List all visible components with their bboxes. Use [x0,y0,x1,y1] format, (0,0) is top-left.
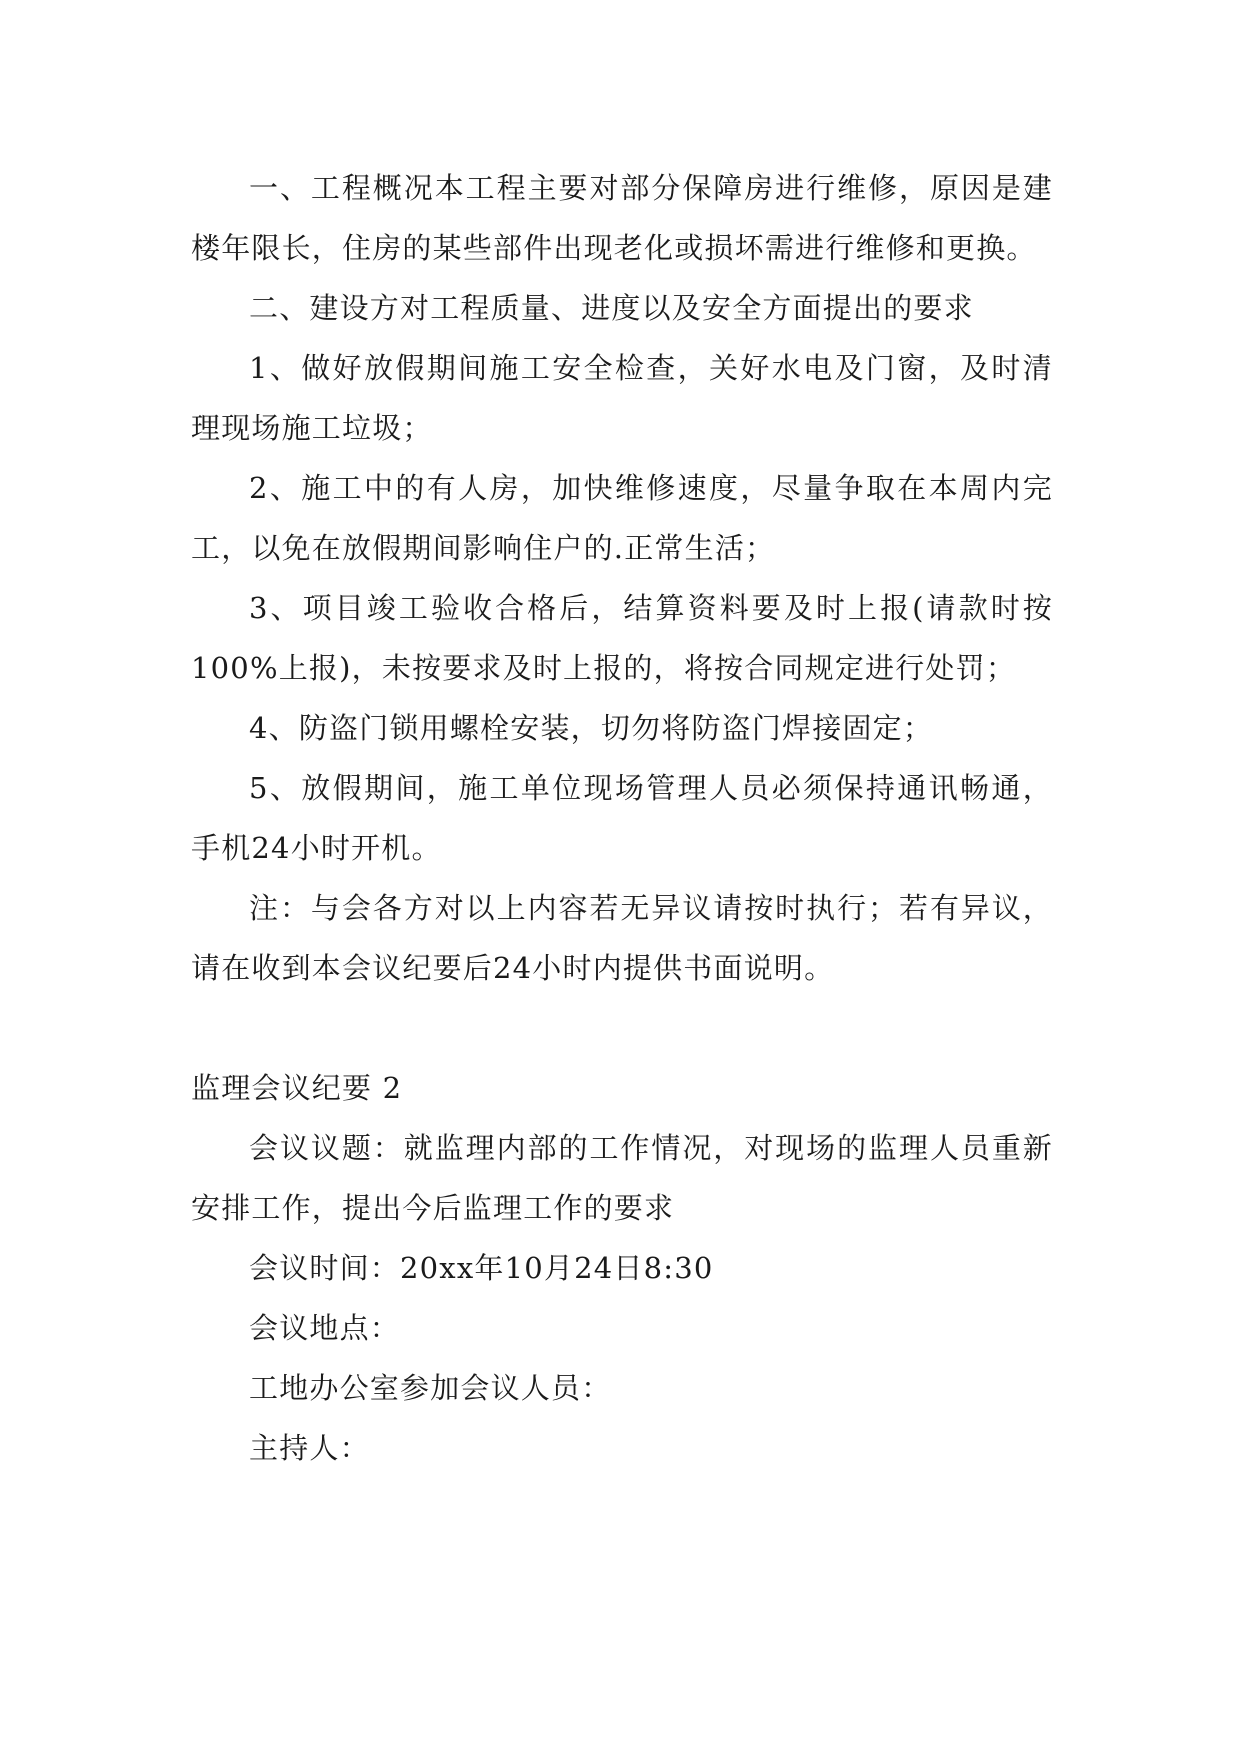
paragraph-item-4: 4、防盗门锁用螺栓安装，切勿将防盗门焊接固定； [249,711,934,745]
meeting-attendees: 工地办公室参加会议人员： [249,1371,612,1405]
meeting-host: 主持人： [249,1431,370,1465]
document-body [191,158,1053,1478]
section-title: 监理会议纪要 2 [191,1071,403,1105]
meeting-topic: 会议议题：就监理内部的工作情况，对现场的监理人员重新安排工作，提出今后监理工作的要求 [191,1131,1053,1225]
meeting-time: 会议时间：20xx年10月24日8:30 [249,1251,714,1285]
paragraph-item-5: 5、放假期间，施工单位现场管理人员必须保持通讯畅通，手机24小时开机。 [191,771,1053,865]
paragraph-item-2: 2、施工中的有人房，加快维修速度，尽量争取在本周内完工，以免在放假期间影响住户的.正常生活； [191,471,1053,565]
meeting-location: 会议地点： [249,1311,401,1345]
paragraph-note: 注：与会各方对以上内容若无异议请按时执行；若有异议，请在收到本会议纪要后24小时内提供书面说明。 [191,891,1053,985]
paragraph-item-3: 3、项目竣工验收合格后，结算资料要及时上报(请款时按100%上报)，未按要求及时上报的，将按合同规定进行处罚； [191,591,1053,685]
paragraph-item-1: 1、做好放假期间施工安全检查，关好水电及门窗，及时清理现场施工垃圾； [191,351,1053,445]
paragraph-requirements-heading: 二、建设方对工程质量、进度以及安全方面提出的要求 [249,291,974,325]
paragraph-project-overview: 一、工程概况本工程主要对部分保障房进行维修，原因是建楼年限长，住房的某些部件出现老化或损坏需进行维修和更换。 [191,171,1053,265]
